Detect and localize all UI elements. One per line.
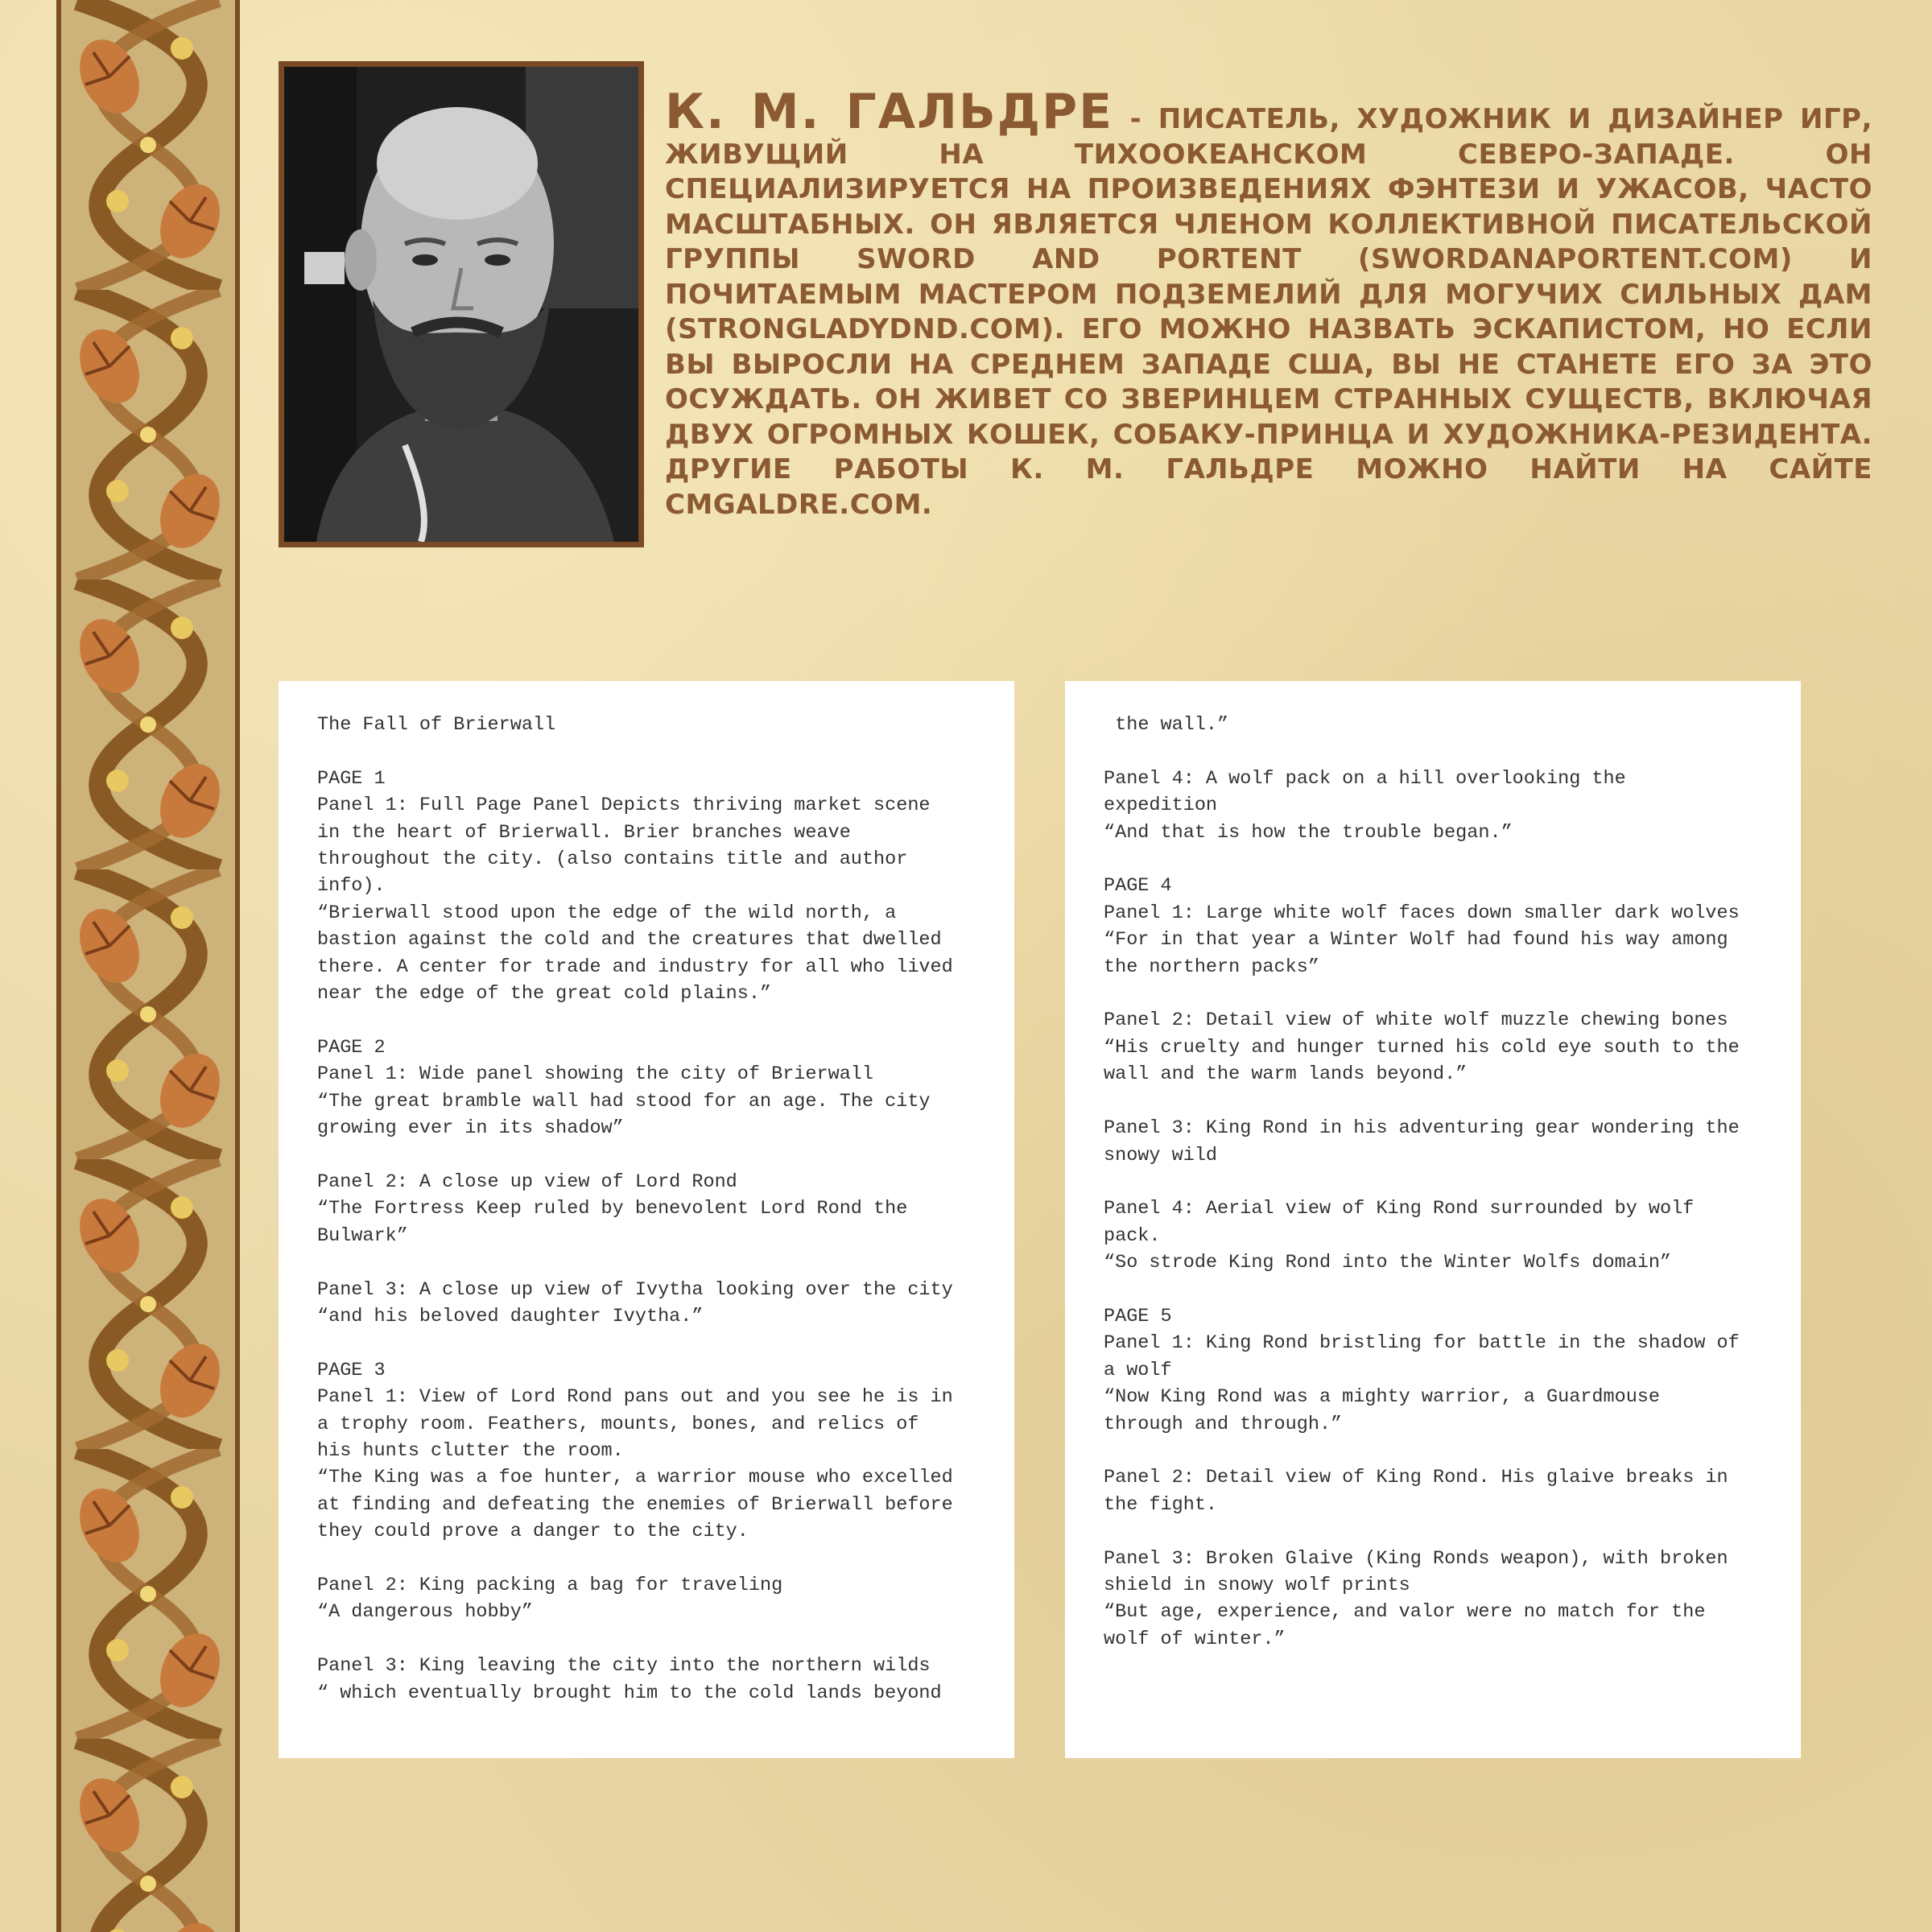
decorative-vine-border: [56, 0, 240, 1932]
author-photo: [284, 67, 638, 542]
script-text-right: the wall.” Panel 4: A wolf pack on a hill overlooking the expedition “And that is how the trouble began.” PAGE 4 Panel 1: Large white wolf faces down smaller dark wolves “For in that year a Winter Wolf had found his way among the northern packs” Panel 2: Detail view of white wolf muzzle chewing bones “His cruelty and hunger turned his cold eye south to the wall and the warm lands beyond.” Panel 3: King Rond in his adventuring gear wondering the snowy wild Panel 4: Aerial view of King Rond surrounded by wolf pack. “So strode King Rond into the Winter Wolfs domain” PAGE 5 Panel 1: King Rond bristling for battle in the shadow of a wolf “Now King Rond was a mighty warrior, a Guardmouse through and through.” Panel 2: Detail view of King Rond. His glaive breaks in the fight. Panel 3: Broken Glaive (King Ronds weapon), with broken shield in snowy wolf prints “But age, experience, and valor were no match for the wolf of winter.”: [1104, 714, 1740, 1650]
script-text-left: The Fall of Brierwall PAGE 1 Panel 1: Full Page Panel Depicts thriving market scene in the heart of Brierwall. Brier branches weave throughout the city. (also contains title and author info). “Brierwall stood upon the edge of the wild north, a bastion against the cold and the creatures that dwelled there. A center for trade and industry for all who lived near the edge of the great cold plains.” PAGE 2 Panel 1: Wide panel showing the city of Brierwall “The great bramble wall had stood for an age. The city growing ever in its shadow” Panel 2: A close up view of Lord Rond “The Fortress Keep ruled by benevolent Lord Rond the Bulwark” Panel 3: A close up view of Ivytha looking over the city “and his beloved daughter Ivytha.” PAGE 3 Panel 1: View of Lord Rond pans out and you see he is in a trophy room. Feathers, mounts, bones, and relics of his hunts clutter the room. “The King was a foe hunter, a warrior mouse who excelled at finding and defeating the enemies of Brierwall before they could prove a danger to the city. Panel 2: King packing a bag for traveling “A dangerous hobby” Panel 3: King leaving the city into the northern wilds “ which eventually brought him to the cold lands beyond: [317, 714, 953, 1704]
author-name: К. М. ГАЛЬДРЕ: [665, 84, 1114, 140]
author-bio: [665, 84, 1873, 522]
script-page-left: [279, 681, 1014, 1758]
author-photo-illustration: [284, 67, 638, 542]
vine-ornament: [61, 0, 235, 1932]
author-bio-text: - ПИСАТЕЛЬ, ХУДОЖНИК И ДИЗАЙНЕР ИГР, ЖИВУЩИЙ НА ТИХООКЕАНСКОМ СЕВЕРО-ЗАПАДЕ. ОН СПЕЦИАЛИЗИРУЕТСЯ НА ПРОИЗВЕДЕНИЯХ ФЭНТЕЗИ И УЖАСОВ, ЧАСТО МАСШТАБНЫХ. ОН ЯВЛЯЕТСЯ ЧЛЕНОМ КОЛЛЕКТИВНОЙ ПИСАТЕЛЬСКОЙ ГРУППЫ SWORD AND PORTENT (SWORDANAPORTENT.COM) И ПОЧИТАЕМЫМ МАСТЕРОМ ПОДЗЕМЕЛИЙ ДЛЯ МОГУЧИХ СИЛЬНЫХ ДАМ (STRONGLADYDND.COM). ЕГО МОЖНО НАЗВАТЬ ЭСКАПИСТОМ, НО ЕСЛИ ВЫ ВЫРОСЛИ НА СРЕДНЕМ ЗАПАДЕ США, ВЫ НЕ СТАНЕТЕ ЕГО ЗА ЭТО ОСУЖДАТЬ. ОН ЖИВЕТ СО ЗВЕРИНЦЕМ СТРАННЫХ СУЩЕСТВ, ВКЛЮЧАЯ ДВУХ ОГРОМНЫХ КОШЕК, СОБАКУ-ПРИНЦА И ХУДОЖНИКА-РЕЗИДЕНТА. ДРУГИЕ РАБОТЫ К. М. ГАЛЬДРЕ МОЖНО НАЙТИ НА САЙТЕ CMGALDRE.COM.: [665, 103, 1873, 521]
author-portrait-frame: [279, 61, 644, 547]
script-page-right: [1065, 681, 1801, 1758]
